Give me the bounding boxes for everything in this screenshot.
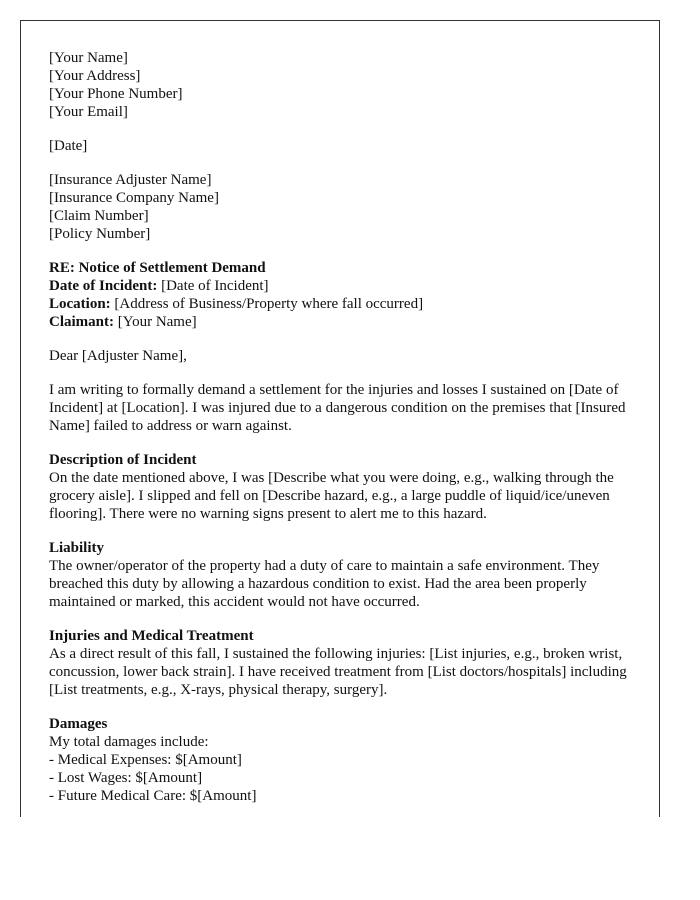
section-liability [49,539,639,611]
section-body: The owner/operator of the property had a duty of care to maintain a safe environment. They breached this duty by allowing a hazardous condition to exist. Had the area been properly maintained or marked, this accident would not have occurred. [49,558,600,610]
date-label: Date of Incident: [49,278,158,294]
section-heading: Description of Incident [49,452,197,468]
sender-phone: [Your Phone Number] [49,86,183,102]
section-heading: Injuries and Medical Treatment [49,628,254,644]
sender-address: [Your Address] [49,68,141,84]
letter-page [20,20,660,817]
claimant-label: Claimant: [49,314,114,330]
damage-item: - Lost Wages: $[Amount] [49,770,203,786]
location-label: Location: [49,296,111,312]
policy-number: [Policy Number] [49,226,151,242]
damage-item: - Future Medical Care: $[Amount] [49,788,257,804]
date-value: [Date of Incident] [157,278,269,294]
adjuster-name: [Insurance Adjuster Name] [49,172,212,188]
recipient-block [49,171,639,243]
section-description [49,451,639,523]
claim-number: [Claim Number] [49,208,149,224]
sender-email: [Your Email] [49,104,128,120]
section-injuries [49,627,639,699]
sender-name: [Your Name] [49,50,128,66]
sender-block [49,49,639,121]
intro-paragraph: I am writing to formally demand a settlement for the injuries and losses I sustained on [Date of Incident] at [Location]. I was injured due to a dangerous condition on the premises that [Insured Name] failed to address or warn against. [49,382,626,434]
insurance-company: [Insurance Company Name] [49,190,219,206]
claimant-value: [Your Name] [114,314,197,330]
section-heading: Liability [49,540,105,556]
section-damages [49,715,639,805]
damage-item: - Medical Expenses: $[Amount] [49,752,242,768]
section-body: On the date mentioned above, I was [Describe what you were doing, e.g., walking through the grocery aisle]. I slipped and fell on [Describe hazard, e.g., a large puddle of liquid/ice/uneven flooring]. There were no warning signs present to alert me to this hazard. [49,470,614,522]
location-value: [Address of Business/Property where fall occurred] [110,296,424,312]
damages-intro: My total damages include: [49,734,209,750]
salutation: Dear [Adjuster Name], [49,348,187,364]
section-body: As a direct result of this fall, I sustained the following injuries: [List injuries, e.g., broken wrist, concussion, lower back strain]. I have received treatment from [List doctors/hospitals] including [List treatments, e.g., X-rays, physical therapy, surgery]. [49,646,627,698]
letter-content [49,49,639,805]
re-subject: RE: Notice of Settlement Demand [49,260,266,276]
section-heading: Damages [49,716,108,732]
letter-date: [Date] [49,138,88,154]
re-block [49,259,639,331]
